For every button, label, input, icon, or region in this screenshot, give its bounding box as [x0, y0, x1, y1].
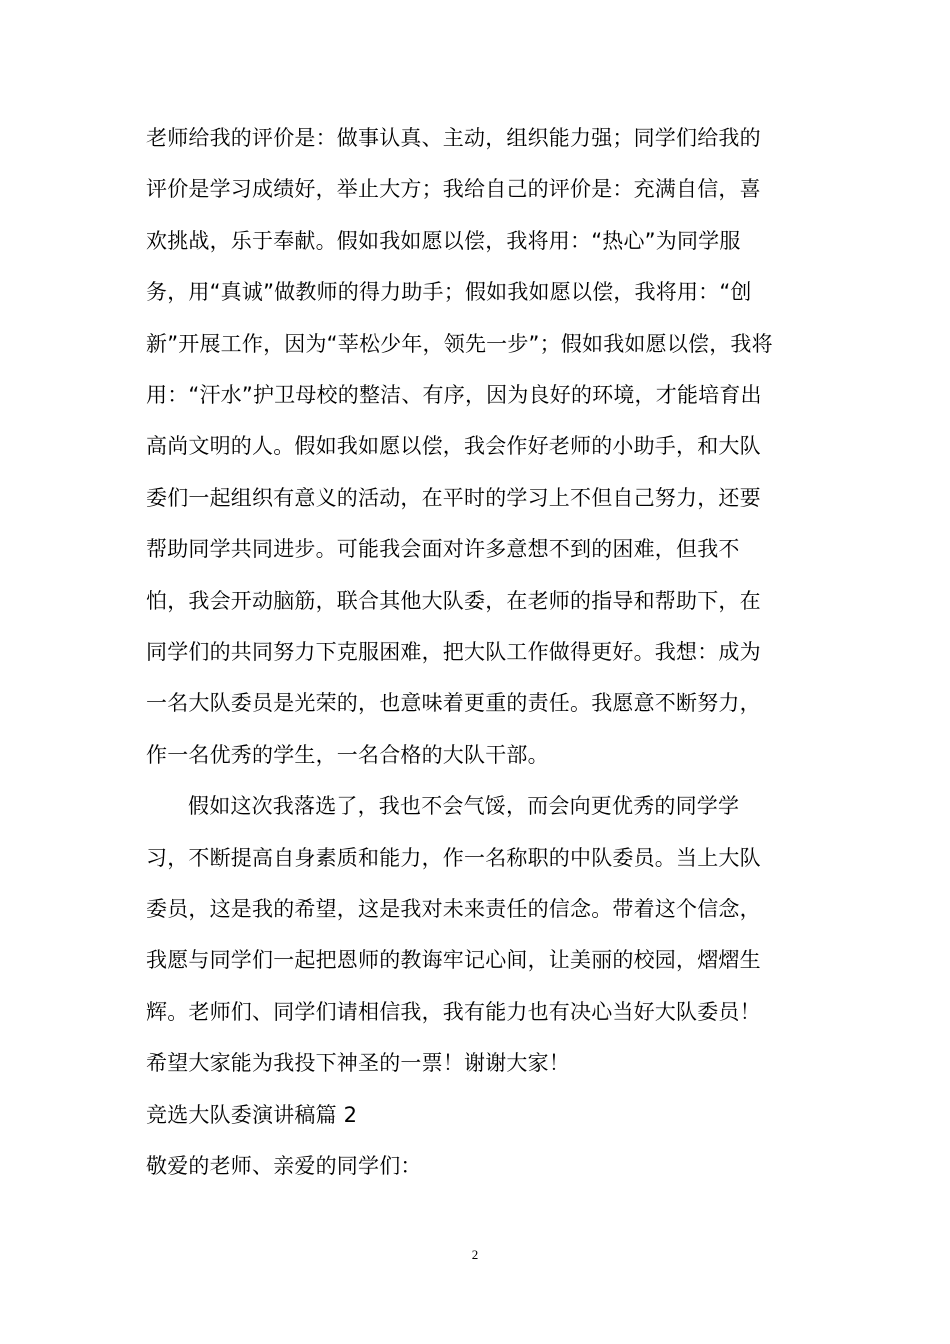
paragraph-line: 习，不断提高自身素质和能力，作一名称职的中队委员。当上大队 [146, 846, 761, 870]
section-heading: 竞选大队委演讲稿篇 2 [146, 1103, 358, 1127]
paragraph-line: 帮助同学共同进步。可能我会面对许多意想不到的困难，但我不 [146, 537, 740, 561]
paragraph-line: 评价是学习成绩好，举止大方；我给自己的评价是：充满自信，喜 [146, 177, 761, 201]
paragraph-line: 怕，我会开动脑筋，联合其他大队委，在老师的指导和帮助下，在 [146, 589, 761, 613]
paragraph-line: 务，用“真诚”做教师的得力助手；假如我如愿以偿，我将用：“创 [146, 280, 752, 304]
greeting-line: 敬爱的老师、亲爱的同学们： [146, 1154, 422, 1178]
paragraph-line: 一名大队委员是光荣的，也意味着更重的责任。我愿意不断努力， [146, 691, 761, 715]
paragraph-line: 新”开展工作，因为“莘松少年，领先一步”；假如我如愿以偿，我将 [146, 332, 773, 356]
paragraph-line: 高尚文明的人。假如我如愿以偿，我会作好老师的小助手，和大队 [146, 434, 761, 458]
paragraph-line: 委们一起组织有意义的活动，在平时的学习上不但自己努力，还要 [146, 486, 761, 510]
paragraph-line: 辉。老师们、同学们请相信我，我有能力也有决心当好大队委员！ [146, 1000, 761, 1024]
paragraph-line: 欢挑战，乐于奉献。假如我如愿以偿，我将用：“热心”为同学服 [146, 229, 741, 253]
paragraph-line: 老师给我的评价是：做事认真、主动，组织能力强；同学们给我的 [146, 126, 761, 150]
paragraph-line: 同学们的共同努力下克服困难，把大队工作做得更好。我想：成为 [146, 640, 761, 664]
paragraph-line: 委员，这是我的希望，这是我对未来责任的信念。带着这个信念， [146, 897, 761, 921]
paragraph-line: 希望大家能为我投下神圣的一票！谢谢大家！ [146, 1051, 570, 1075]
paragraph-line: 作一名优秀的学生，一名合格的大队干部。 [146, 743, 549, 767]
paragraph-line: 假如这次我落选了，我也不会气馁，而会向更优秀的同学学 [188, 794, 740, 818]
paragraph-line: 我愿与同学们一起把恩师的教诲牢记心间，让美丽的校园，熠熠生 [146, 948, 761, 972]
paragraph-line: 用：“汗水”护卫母校的整洁、有序，因为良好的环境，才能培育出 [146, 383, 762, 407]
page-number: 2 [471, 1247, 479, 1262]
